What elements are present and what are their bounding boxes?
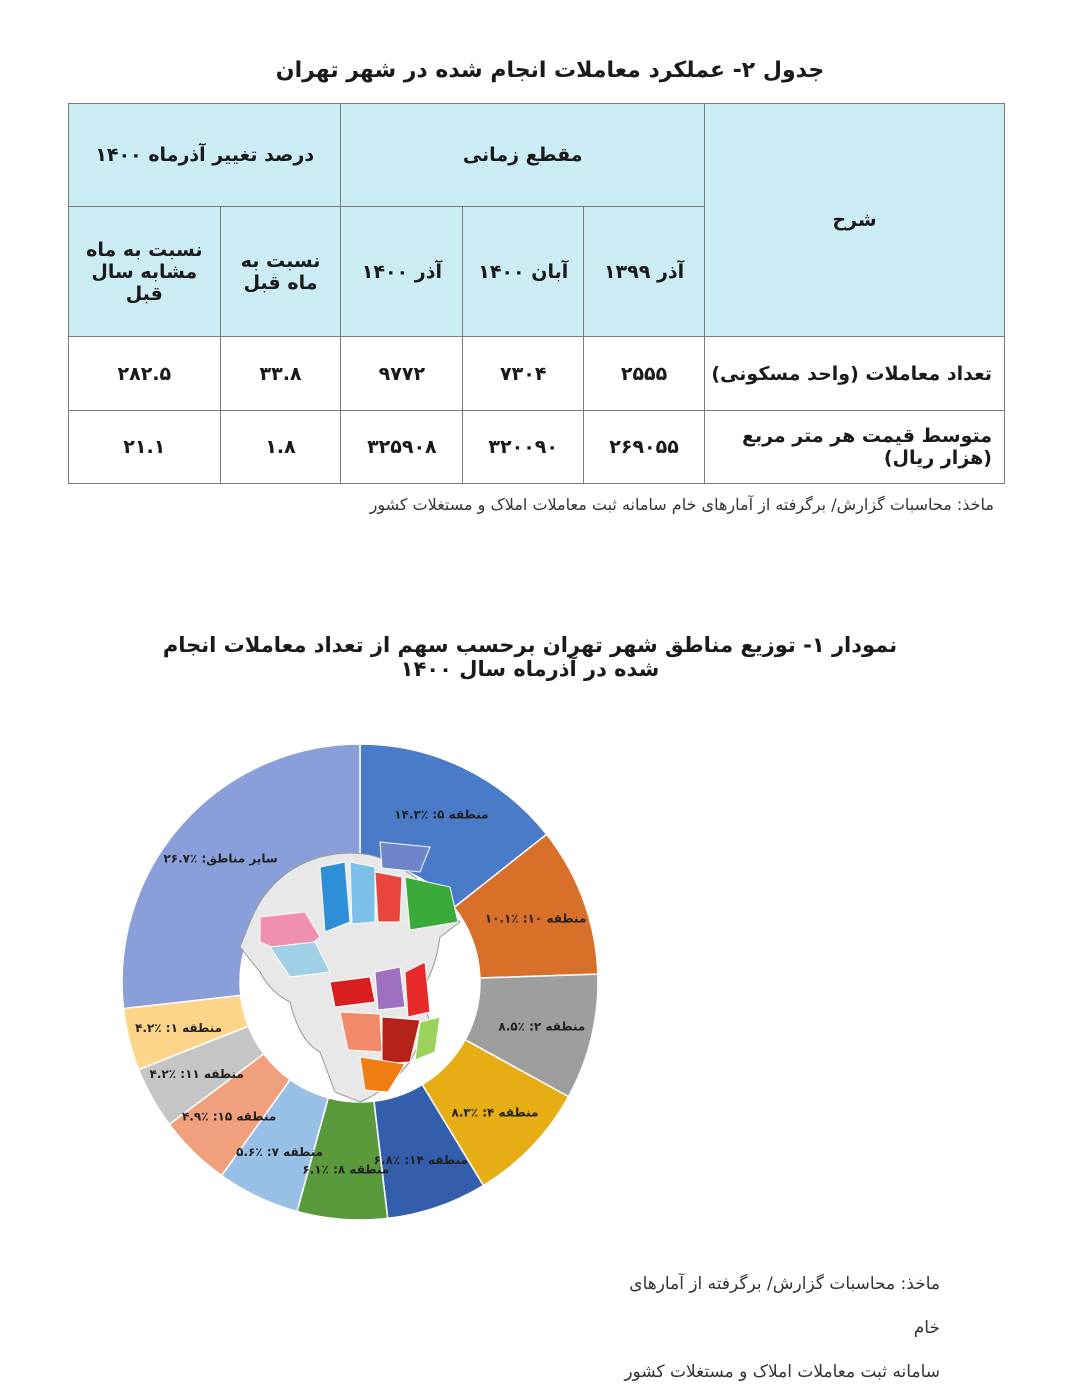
cell-vs-prev-month: ۱.۸ xyxy=(220,411,341,484)
chart-source-line-1: ماخذ: محاسبات گزارش/ برگرفته از آمارهای خام xyxy=(629,1274,940,1338)
slice-label: منطقه ۲: ٪۸.۵ xyxy=(498,1019,586,1034)
slice-label: منطقه ۷: ٪۵.۶ xyxy=(236,1144,324,1159)
header-azar-1400: آذر ۱۴۰۰ xyxy=(341,207,463,337)
header-description: شرح xyxy=(704,104,1004,337)
slice-label: منطقه ۱: ٪۴.۲ xyxy=(135,1021,223,1036)
table-title: جدول ۲- عملکرد معاملات انجام شده در شهر تهران xyxy=(275,58,825,83)
table-row xyxy=(69,411,1005,484)
chart-title: نمودار ۱- توزیع مناطق شهر تهران برحسب سهم از تعداد معاملات انجام شده در آذرماه سال ۱۴۰۰ xyxy=(162,633,898,681)
header-azar-1399: آذر ۱۳۹۹ xyxy=(584,207,705,337)
header-time-period: مقطع زمانی xyxy=(341,104,705,207)
slice-label: منطقه ۸: ٪۶.۱ xyxy=(302,1162,390,1177)
row-label: متوسط قیمت هر متر مربع (هزار ریال) xyxy=(704,411,1004,484)
slice-label: منطقه ۱۰: ٪۱۰.۱ xyxy=(484,911,587,926)
cell-aban-1400: ۳۲۰۰۹۰ xyxy=(463,411,584,484)
cell-vs-same-month-prev-year: ۲۱.۱ xyxy=(69,411,221,484)
table-source: ماخذ: محاسبات گزارش/ برگرفته از آمارهای خام سامانه ثبت معاملات املاک و مستغلات کشور xyxy=(369,495,994,514)
table-row xyxy=(69,337,1005,411)
slice-label: منطقه ۴: ٪۸.۳ xyxy=(451,1105,539,1120)
slice-label: منطقه ۱۵: ٪۴.۹ xyxy=(181,1109,277,1124)
row-label: تعداد معاملات (واحد مسکونی) xyxy=(704,337,1004,411)
header-change-percent: درصد تغییر آذرماه ۱۴۰۰ xyxy=(69,104,341,207)
chart-source xyxy=(600,1262,940,1394)
cell-azar-1399: ۲۵۵۵ xyxy=(584,337,705,411)
slice-label: منطقه ۱۴: ٪۶.۸ xyxy=(373,1152,468,1167)
transactions-table xyxy=(68,103,1005,484)
header-vs-same-month-prev-year: نسبت به ماه مشابه سال قبل xyxy=(69,207,221,337)
slice-label: منطقه ۵: ٪۱۴.۳ xyxy=(394,807,489,822)
header-vs-prev-month: نسبت به ماه قبل xyxy=(220,207,341,337)
chart-source-line-2: سامانه ثبت معاملات املاک و مستغلات کشور xyxy=(624,1362,940,1382)
cell-azar-1400: ۹۷۷۲ xyxy=(341,337,463,411)
cell-aban-1400: ۷۳۰۴ xyxy=(463,337,584,411)
cell-azar-1400: ۳۲۵۹۰۸ xyxy=(341,411,463,484)
cell-vs-prev-month: ۳۳.۸ xyxy=(220,337,341,411)
cell-vs-same-month-prev-year: ۲۸۲.۵ xyxy=(69,337,221,411)
cell-azar-1399: ۲۶۹۰۵۵ xyxy=(584,411,705,484)
slice-label: منطقه ۱۱: ٪۴.۲ xyxy=(149,1067,244,1082)
donut-chart xyxy=(120,672,600,1292)
slice-label: سایر مناطق: ٪۲۶.۷ xyxy=(163,851,278,866)
header-aban-1400: آبان ۱۴۰۰ xyxy=(463,207,584,337)
